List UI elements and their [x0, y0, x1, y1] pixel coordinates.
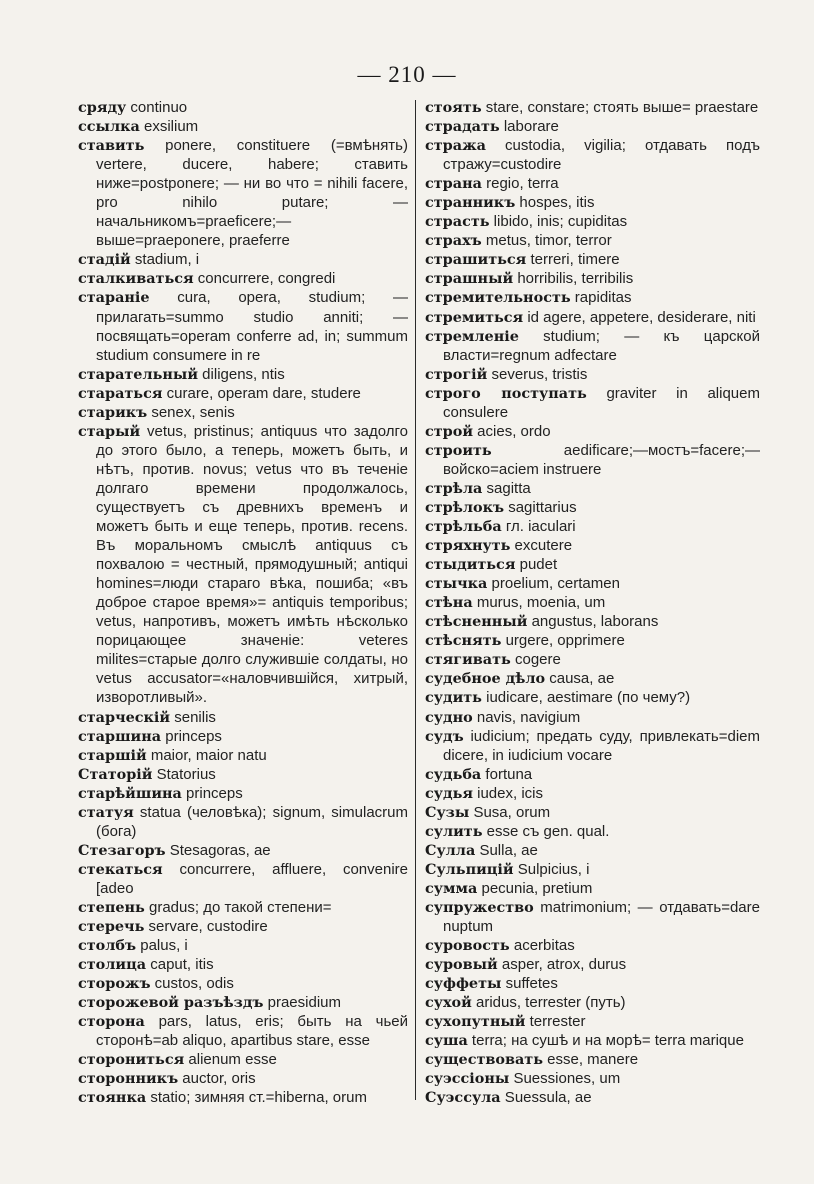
dictionary-entry: [425, 631, 760, 650]
entry-definition: princeps: [161, 727, 222, 745]
entry-definition: statua (человѣка); signum, simulacrum (бога): [96, 803, 408, 840]
dictionary-entry: [78, 98, 408, 117]
entry-headword: сторожевой разъѣздъ: [78, 994, 264, 1012]
entry-headword: стрѣла: [425, 479, 483, 497]
entry-definition: terra; на сушѣ и на морѣ= terra marique: [467, 1032, 744, 1050]
dictionary-entry: [78, 860, 408, 898]
dictionary-entry: [425, 384, 760, 422]
entry-definition: id agere, appetere, desiderare, niti: [523, 308, 756, 326]
dictionary-entry: [425, 765, 760, 784]
entry-definition: severus, tristis: [487, 365, 588, 383]
dictionary-entry: [78, 365, 408, 384]
entry-definition: matrimonium; — отдавать=dare nuptum: [443, 898, 760, 936]
dictionary-entry: [78, 708, 408, 727]
dictionary-entry: [425, 536, 760, 555]
entry-headword: супружество: [425, 898, 534, 916]
dictionary-entry: [78, 384, 408, 403]
entry-definition: terreri, timere: [526, 251, 620, 269]
entry-definition: urgere, opprimere: [501, 632, 625, 650]
entry-definition: cogere: [510, 651, 561, 669]
entry-definition: aridus, terrester (путь): [471, 994, 626, 1012]
entry-definition: auctor, oris: [178, 1070, 256, 1088]
dictionary-entry: [78, 955, 408, 974]
dictionary-entry: [425, 1069, 760, 1088]
entry-definition: rapiditas: [570, 289, 632, 307]
entry-definition: sagitta: [482, 479, 531, 497]
entry-headword: стража: [425, 137, 486, 155]
entry-headword: стремительность: [425, 289, 571, 307]
dictionary-entry: [78, 727, 408, 746]
dictionary-entry: [425, 669, 760, 688]
entry-headword: Стезагоръ: [78, 841, 166, 859]
entry-definition: metus, timor, terror: [481, 232, 612, 250]
entry-definition: concurrere, congredi: [193, 270, 336, 288]
entry-definition: esse, manere: [543, 1051, 639, 1069]
entry-headword: сторонникъ: [78, 1070, 179, 1088]
dictionary-entry: [425, 974, 760, 993]
left-column: [78, 98, 408, 1107]
entry-definition: aedificare;—мостъ=facere;— войско=aciem instruere: [443, 441, 760, 478]
dictionary-entry: [78, 269, 408, 288]
entry-definition: Sulla, ae: [475, 841, 538, 859]
entry-definition: praesidium: [263, 994, 341, 1012]
entry-headword: Сульпицій: [425, 860, 514, 878]
entry-headword: стряхнуть: [425, 537, 511, 555]
entry-definition: diligens, ntis: [198, 365, 285, 383]
entry-headword: стараться: [78, 384, 163, 402]
entry-definition: ponere, constituere (=вмѣнять) vertere, ducere, habere; ставить ниже=postponere; — ни во что = nihili facere, pro nihilo putare; — начальникомъ=praeficere;—выше=praeponere, praeferre: [96, 137, 408, 250]
dictionary-entry: [78, 784, 408, 803]
entry-definition: princeps: [181, 784, 243, 802]
entry-definition: vetus, pristinus; antiquus что задолго до этого было, а теперь, можетъ быть, и нѣтъ, против. novus; vetus что въ теченіе долгаго времени продолжалось, существуетъ съ древнихъ временъ и можетъ быть и еще теперь, против. recens. Въ моральномъ смыслѣ antiquus съ похвалою = честный, прямодушный; antiqui homines=люди стараго вѣка, пошиба; «въ доброе старое время»= antiquis temporibus; vetus, напротивъ, можетъ имѣть нѣсколько порицающее значеніе: veteres milites=старые долго служившіе солдаты, но vetus accusator=«наловчившійся, хитрый, изворотливый».: [96, 422, 408, 707]
entry-definition: esse съ gen. qual.: [482, 822, 610, 840]
entry-headword: Сулла: [425, 841, 476, 859]
right-column: [425, 98, 760, 1107]
dictionary-entry: [425, 193, 760, 212]
entry-headword: сторожъ: [78, 975, 151, 993]
entry-definition: statio; зимняя ст.=hiberna, orum: [146, 1089, 367, 1107]
entry-headword: сухой: [425, 994, 472, 1012]
entry-definition: gradus; до такой степени=: [144, 898, 332, 916]
entry-definition: Suessiones, um: [509, 1070, 621, 1088]
dictionary-entry: [78, 917, 408, 936]
entry-headword: ссылка: [78, 118, 140, 136]
entry-definition: hospes, itis: [515, 194, 595, 212]
entry-headword: старшій: [78, 746, 147, 764]
entry-definition: palus, i: [136, 937, 188, 955]
dictionary-entry: [425, 250, 760, 269]
dictionary-entry: [425, 993, 760, 1012]
entry-headword: стрѣльба: [425, 518, 502, 536]
entry-headword: стоянка: [78, 1089, 147, 1107]
entry-definition: horribilis, terribilis: [513, 270, 634, 288]
entry-definition: murus, moenia, um: [472, 594, 606, 612]
entry-definition: Sulpicius, i: [513, 860, 590, 878]
dictionary-entry: [425, 822, 760, 841]
dictionary-entry: [425, 1012, 760, 1031]
entry-definition: continuo: [126, 99, 188, 116]
entry-definition: гл. iaculari: [501, 518, 576, 536]
entry-headword: сряду: [78, 99, 127, 116]
entry-headword: старательный: [78, 365, 199, 383]
entry-headword: стычка: [425, 575, 488, 593]
entry-definition: terrester: [525, 1013, 586, 1031]
entry-headword: стыдиться: [425, 556, 516, 574]
dictionary-entry: [425, 269, 760, 288]
entry-headword: судно: [425, 708, 473, 726]
entry-headword: старѣйшина: [78, 784, 182, 802]
entry-definition: servare, custodire: [144, 918, 268, 936]
entry-headword: страшиться: [425, 251, 527, 269]
entry-headword: судъ: [425, 727, 464, 745]
dictionary-entry: [425, 841, 760, 860]
entry-headword: старикъ: [78, 403, 148, 421]
entry-definition: curare, operam dare, studere: [162, 384, 361, 402]
entry-headword: старый: [78, 422, 141, 440]
entry-headword: существовать: [425, 1051, 543, 1069]
entry-definition: exsilium: [139, 118, 199, 136]
dictionary-entry: [78, 403, 408, 422]
entry-definition: angustus, laborans: [527, 613, 659, 631]
dictionary-entry: [425, 212, 760, 231]
dictionary-entry: [425, 98, 760, 117]
entry-definition: studium; — къ царской власти=regnum adfectare: [443, 327, 760, 364]
dictionary-entry: [425, 174, 760, 193]
entry-definition: causa, ae: [545, 670, 615, 688]
entry-definition: Susa, orum: [469, 803, 551, 821]
entry-definition: Statorius: [152, 765, 216, 783]
entry-headword: стадій: [78, 251, 131, 269]
entry-headword: суровый: [425, 956, 498, 974]
entry-headword: суша: [425, 1032, 468, 1050]
dictionary-entry: [78, 1069, 408, 1088]
entry-definition: asper, atrox, durus: [497, 956, 627, 974]
entry-headword: степень: [78, 898, 145, 916]
entry-headword: судья: [425, 784, 473, 802]
entry-headword: статуя: [78, 803, 134, 821]
dictionary-entry: [425, 365, 760, 384]
entry-headword: стоять: [425, 99, 482, 116]
dictionary-entry: [425, 441, 760, 479]
dictionary-entry: [425, 327, 760, 365]
dictionary-entry: [425, 650, 760, 669]
entry-definition: iudicare, aestimare (по чему?): [481, 689, 691, 707]
dictionary-entry: [78, 1088, 408, 1107]
dictionary-entry: [78, 746, 408, 765]
dictionary-entry: [425, 136, 760, 174]
entry-definition: graviter in aliquem consulere: [443, 384, 760, 421]
entry-headword: строй: [425, 422, 474, 440]
entry-headword: стремленіе: [425, 327, 519, 345]
dictionary-entry: [425, 422, 760, 441]
entry-headword: суровость: [425, 937, 510, 955]
entry-headword: стремиться: [425, 308, 524, 326]
dictionary-entry: [425, 612, 760, 631]
dictionary-entry: [78, 250, 408, 269]
column-divider: [415, 100, 416, 1100]
entry-headword: страдать: [425, 118, 500, 136]
entry-definition: acies, ordo: [473, 422, 551, 440]
dictionary-entry: [425, 688, 760, 707]
entry-headword: строить: [425, 441, 492, 459]
entry-definition: fortuna: [481, 765, 533, 783]
entry-headword: стараніе: [78, 289, 150, 307]
dictionary-entry: [425, 593, 760, 612]
entry-headword: стрѣлокъ: [425, 498, 505, 516]
entry-headword: судить: [425, 689, 482, 707]
entry-definition: acerbitas: [509, 937, 575, 955]
dictionary-entry: [425, 784, 760, 803]
entry-definition: alienum esse: [184, 1051, 277, 1069]
dictionary-entry: [78, 974, 408, 993]
entry-headword: строго поступать: [425, 384, 587, 402]
entry-headword: стѣсненный: [425, 613, 528, 631]
dictionary-entry: [425, 117, 760, 136]
dictionary-entry: [425, 803, 760, 822]
entry-definition: proelium, certamen: [487, 575, 620, 593]
entry-definition: pudet: [515, 556, 558, 574]
dictionary-entry: [78, 936, 408, 955]
entry-definition: senex, senis: [147, 403, 235, 421]
entry-definition: Stesagoras, ae: [165, 841, 271, 859]
entry-headword: сулить: [425, 822, 483, 840]
entry-headword: строгій: [425, 365, 488, 383]
entry-definition: senilis: [170, 708, 216, 726]
entry-headword: страна: [425, 175, 482, 193]
dictionary-entry: [78, 117, 408, 136]
entry-definition: stadium, i: [130, 251, 200, 269]
dictionary-entry: [425, 727, 760, 765]
dictionary-entry: [425, 555, 760, 574]
entry-definition: iudex, icis: [472, 784, 543, 802]
dictionary-entry: [78, 841, 408, 860]
dictionary-entry: [425, 308, 760, 327]
entry-definition: pecunia, pretium: [477, 879, 593, 897]
entry-definition: maior, maior natu: [146, 746, 267, 764]
entry-definition: iudicium; предать суду, привлекать=diem dicere, in iudicium vocare: [443, 727, 760, 764]
entry-definition: custos, odis: [150, 975, 234, 993]
dictionary-entry: [425, 1031, 760, 1050]
dictionary-entry: [425, 517, 760, 536]
entry-definition: excutere: [510, 537, 573, 555]
dictionary-entry: [78, 803, 408, 841]
entry-headword: сталкиваться: [78, 270, 194, 288]
dictionary-entry: [78, 993, 408, 1012]
dictionary-entry: [78, 288, 408, 364]
entry-definition: navis, navigium: [472, 708, 581, 726]
entry-headword: страсть: [425, 213, 490, 231]
entry-headword: страшный: [425, 270, 514, 288]
dictionary-entry: [425, 231, 760, 250]
entry-headword: старческій: [78, 708, 171, 726]
entry-definition: caput, itis: [146, 956, 214, 974]
dictionary-entry: [425, 288, 760, 307]
entry-definition: Suessula, ae: [500, 1089, 592, 1107]
dictionary-entry: [78, 136, 408, 250]
entry-headword: суффеты: [425, 975, 502, 993]
entry-definition: pars, latus, eris; быть на чьей сторонѣ=ab aliquo, apartibus stare, esse: [96, 1013, 408, 1050]
entry-headword: стѣна: [425, 594, 473, 612]
dictionary-entry: [425, 955, 760, 974]
entry-headword: стѣснять: [425, 632, 502, 650]
entry-definition: regio, terra: [481, 175, 559, 193]
entry-definition: laborare: [499, 118, 559, 136]
entry-headword: старшина: [78, 727, 162, 745]
dictionary-entry: [425, 479, 760, 498]
entry-headword: стягивать: [425, 651, 511, 669]
entry-definition: concurrere, affluere, convenire [adeo: [96, 860, 408, 897]
entry-definition: suffetes: [501, 975, 558, 993]
dictionary-entry: [78, 1050, 408, 1069]
entry-headword: сухопутный: [425, 1013, 526, 1031]
entry-definition: cura, opera, studium; — прилагать=summo studio anniti; — посвящать=operam conferre ad, in; summum studium consumere in re: [96, 289, 408, 364]
dictionary-entry: [425, 574, 760, 593]
entry-headword: Сузы: [425, 803, 470, 821]
entry-headword: Статорій: [78, 765, 153, 783]
dictionary-entry: [425, 708, 760, 727]
entry-headword: сумма: [425, 879, 478, 897]
dictionary-entry: [425, 898, 760, 936]
dictionary-entry: [78, 898, 408, 917]
entry-headword: Суэссула: [425, 1089, 501, 1107]
entry-headword: ставить: [78, 137, 145, 155]
entry-headword: сторониться: [78, 1051, 185, 1069]
entry-headword: сторона: [78, 1013, 145, 1031]
entry-headword: странникъ: [425, 194, 516, 212]
entry-headword: стеречь: [78, 918, 145, 936]
entry-definition: stare, constare; стоять выше= praestare: [481, 99, 759, 116]
dictionary-entry: [425, 879, 760, 898]
page-number: — 210 —: [357, 62, 457, 87]
entry-headword: суэссіоны: [425, 1070, 510, 1088]
dictionary-entry: [78, 765, 408, 784]
entry-headword: стекаться: [78, 860, 163, 878]
dictionary-entry: [425, 936, 760, 955]
entry-headword: страхъ: [425, 232, 482, 250]
entry-definition: sagittarius: [504, 498, 577, 516]
dictionary-entry: [425, 498, 760, 517]
dictionary-entry: [425, 1050, 760, 1069]
entry-headword: судьба: [425, 765, 482, 783]
entry-definition: custodia, vigilia; отдавать подъ стражу=custodire: [443, 137, 760, 174]
dictionary-entry: [425, 1088, 760, 1107]
entry-headword: столбъ: [78, 937, 137, 955]
dictionary-entry: [78, 422, 408, 708]
entry-headword: столица: [78, 956, 147, 974]
dictionary-entry: [425, 860, 760, 879]
dictionary-entry: [78, 1012, 408, 1050]
entry-headword: судебное дѣло: [425, 670, 546, 688]
entry-definition: libido, inis; cupiditas: [489, 213, 628, 231]
